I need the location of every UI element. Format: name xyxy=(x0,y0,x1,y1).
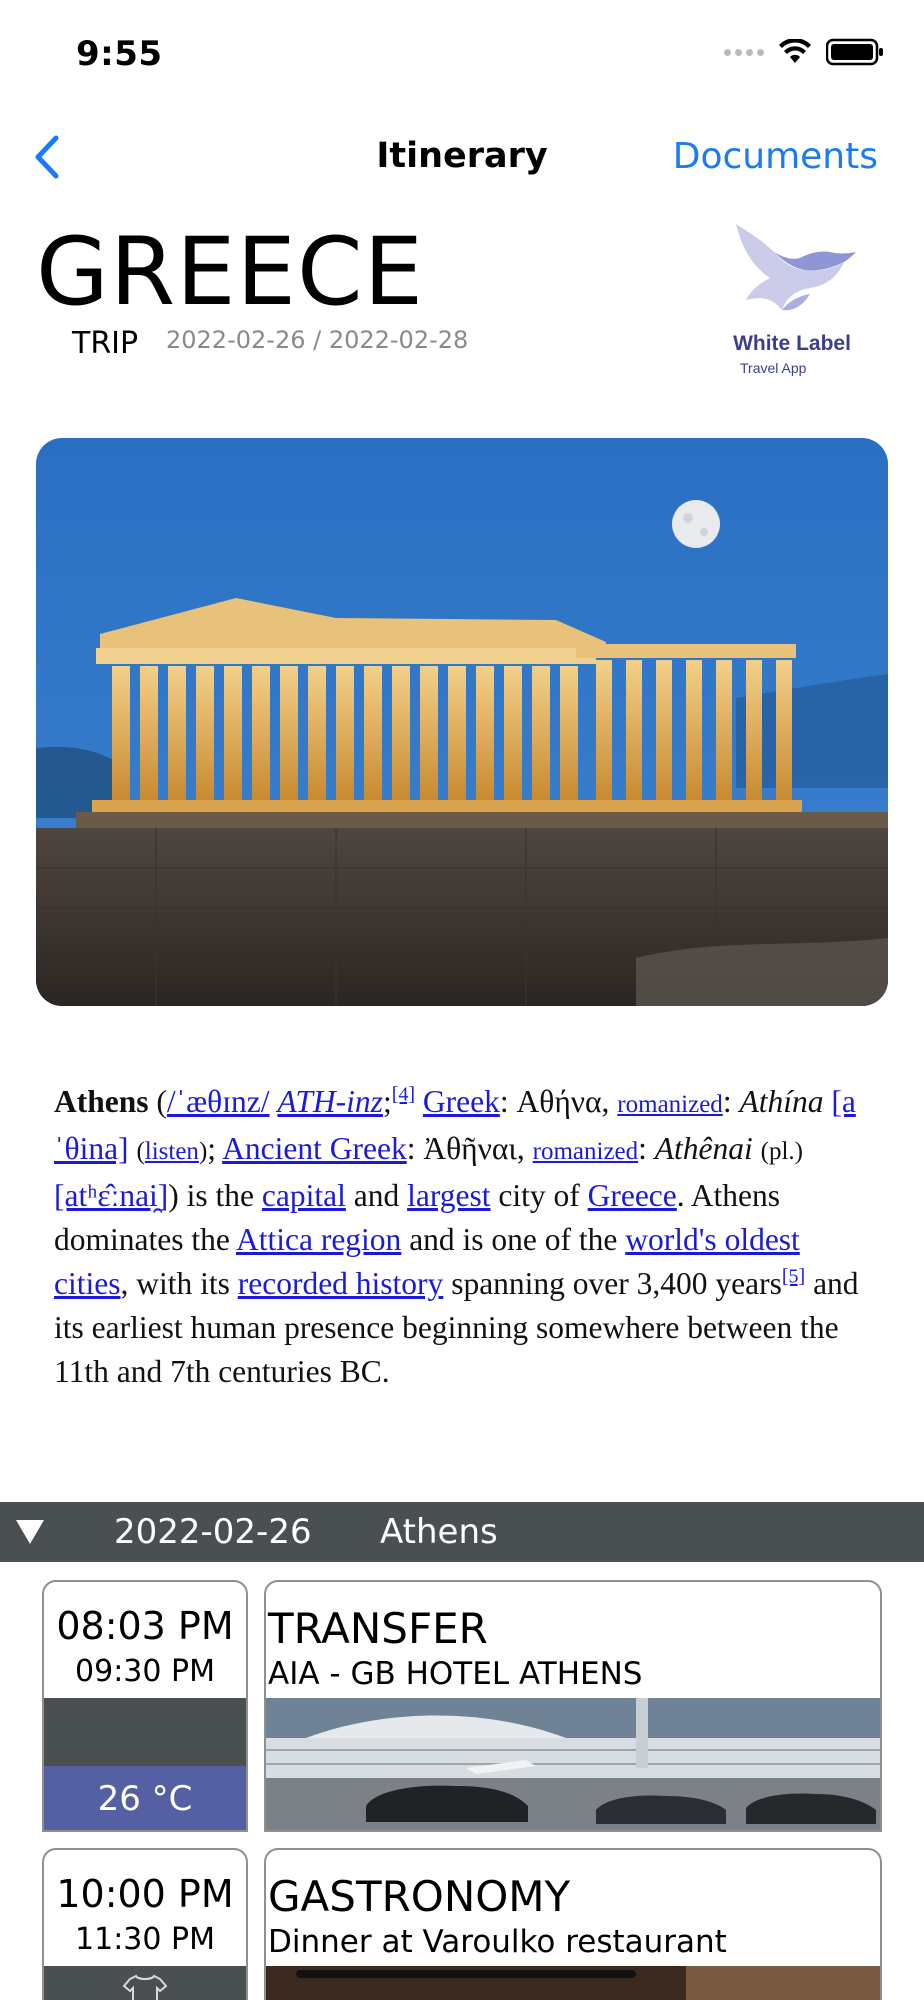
event-time-card[interactable] xyxy=(42,1580,248,1832)
description-text-2: and xyxy=(353,1178,400,1213)
ipa-link-2[interactable]: [atʰɛ̂ːnai̯] xyxy=(54,1178,169,1213)
event-end-time: 09:30 PM xyxy=(75,1654,215,1689)
ancient-greek-text: : Ἀθῆναι, xyxy=(406,1131,525,1166)
battery-icon xyxy=(826,38,884,66)
destination-description: Athens (/ˈæθɪnz/ ATH-inz;[4] Greek: Αθήνα, romanized: Athína [aˈθina] (listen); Ancient Greek: Ἀθῆναι, romanized: Athênai (pl.) [atʰɛ̂ːnai̯]) is the capital and largest city of Greece. Athens dominates the Attica region and is one of the world's oldest cities, with its recorded history spanning over 3,400 years[5] and its earliest human presence beginning somewhere between the 11th and 7th centuries BC. xyxy=(54,1083,859,1389)
event-detail: Dinner at Varoulko restaurant xyxy=(268,1924,727,1960)
status-icons xyxy=(724,38,884,66)
trip-label: TRIP xyxy=(72,326,139,361)
listen-link[interactable]: listen xyxy=(144,1138,199,1165)
temperature-badge: 26 °C xyxy=(44,1766,246,1832)
weather-band xyxy=(44,1698,246,1766)
description-text-5: and is one of the xyxy=(409,1222,618,1257)
romanized-link-2[interactable]: romanized xyxy=(532,1138,639,1165)
event-info-card[interactable] xyxy=(264,1848,882,2000)
greece-link[interactable]: Greece xyxy=(587,1178,677,1213)
status-time: 9:55 xyxy=(76,34,163,74)
greek-text: : Αθήνα, xyxy=(499,1084,610,1119)
nav-title: Itinerary xyxy=(376,136,548,176)
dress-code-band xyxy=(44,1966,246,2000)
triangle-down-icon[interactable] xyxy=(14,1518,46,1546)
cellular-signal-icon xyxy=(724,49,764,56)
reference-4-link[interactable]: [4] xyxy=(391,1083,416,1106)
status-bar xyxy=(0,0,924,110)
capital-link[interactable]: capital xyxy=(261,1178,346,1213)
event-start-time: 08:03 PM xyxy=(56,1604,234,1648)
description-text-7: spanning over 3,400 years xyxy=(451,1266,782,1301)
day-city: Athens xyxy=(380,1512,498,1552)
parthenon-illustration xyxy=(36,438,888,1006)
romanized-athenai: Athênai xyxy=(654,1131,753,1166)
event-type: GASTRONOMY xyxy=(268,1872,571,1921)
description-text-1: ) is the xyxy=(168,1178,255,1213)
reference-5-link[interactable]: [5] xyxy=(781,1265,806,1288)
airport-image xyxy=(266,1698,880,1832)
description-text-6: , with its xyxy=(120,1266,230,1301)
day-date: 2022-02-26 xyxy=(114,1512,312,1552)
trip-dates: 2022-02-26 / 2022-02-28 xyxy=(166,326,469,354)
event-detail: AIA - GB HOTEL ATHENS xyxy=(268,1656,643,1692)
recorded-history-link[interactable]: recorded history xyxy=(237,1266,444,1301)
oldest-cities-link[interactable]: world's oldest cities xyxy=(54,1222,800,1301)
day-header[interactable] xyxy=(0,1502,924,1562)
description-text-8: and its earliest human presence beginning somewhere between the 11th and 7th centuries BC. xyxy=(54,1266,859,1389)
romanized-link-1[interactable]: romanized xyxy=(617,1091,723,1118)
attica-link[interactable]: Attica region xyxy=(235,1222,402,1257)
restaurant-image xyxy=(266,1966,880,2000)
logo-subtitle: Travel App xyxy=(740,360,807,376)
event-info-card[interactable] xyxy=(264,1580,882,1832)
nav-bar xyxy=(0,110,924,204)
description-text-3: city of xyxy=(498,1178,580,1213)
largest-link[interactable]: largest xyxy=(407,1178,491,1213)
dove-logo-icon xyxy=(722,218,862,330)
respelling-link[interactable]: ATH-inz xyxy=(277,1084,383,1119)
ancient-greek-link[interactable]: Ancient Greek xyxy=(222,1131,407,1166)
documents-button[interactable]: Documents xyxy=(672,136,878,177)
destination-hero-image xyxy=(36,438,888,1006)
event-type: TRANSFER xyxy=(268,1604,488,1653)
event-start-time: 10:00 PM xyxy=(56,1872,234,1916)
event-end-time: 11:30 PM xyxy=(75,1922,215,1957)
brand-logo xyxy=(722,218,862,378)
description-subject: Athens xyxy=(54,1084,149,1119)
event-time-card[interactable] xyxy=(42,1848,248,2000)
country-title: GREECE xyxy=(36,218,424,327)
logo-name: White Label xyxy=(733,332,851,355)
romanized-athina: Athína xyxy=(739,1084,824,1119)
pronunciation-link[interactable]: /ˈæθɪnz/ xyxy=(166,1084,270,1119)
description-text-4: . Athens dominates the xyxy=(54,1178,781,1257)
greek-link[interactable]: Greek xyxy=(422,1084,500,1119)
plural-note: (pl.) xyxy=(760,1138,803,1165)
wifi-icon xyxy=(778,39,812,65)
shirt-icon xyxy=(122,1974,168,2000)
ipa-link-1[interactable]: [aˈθina] xyxy=(54,1084,856,1166)
